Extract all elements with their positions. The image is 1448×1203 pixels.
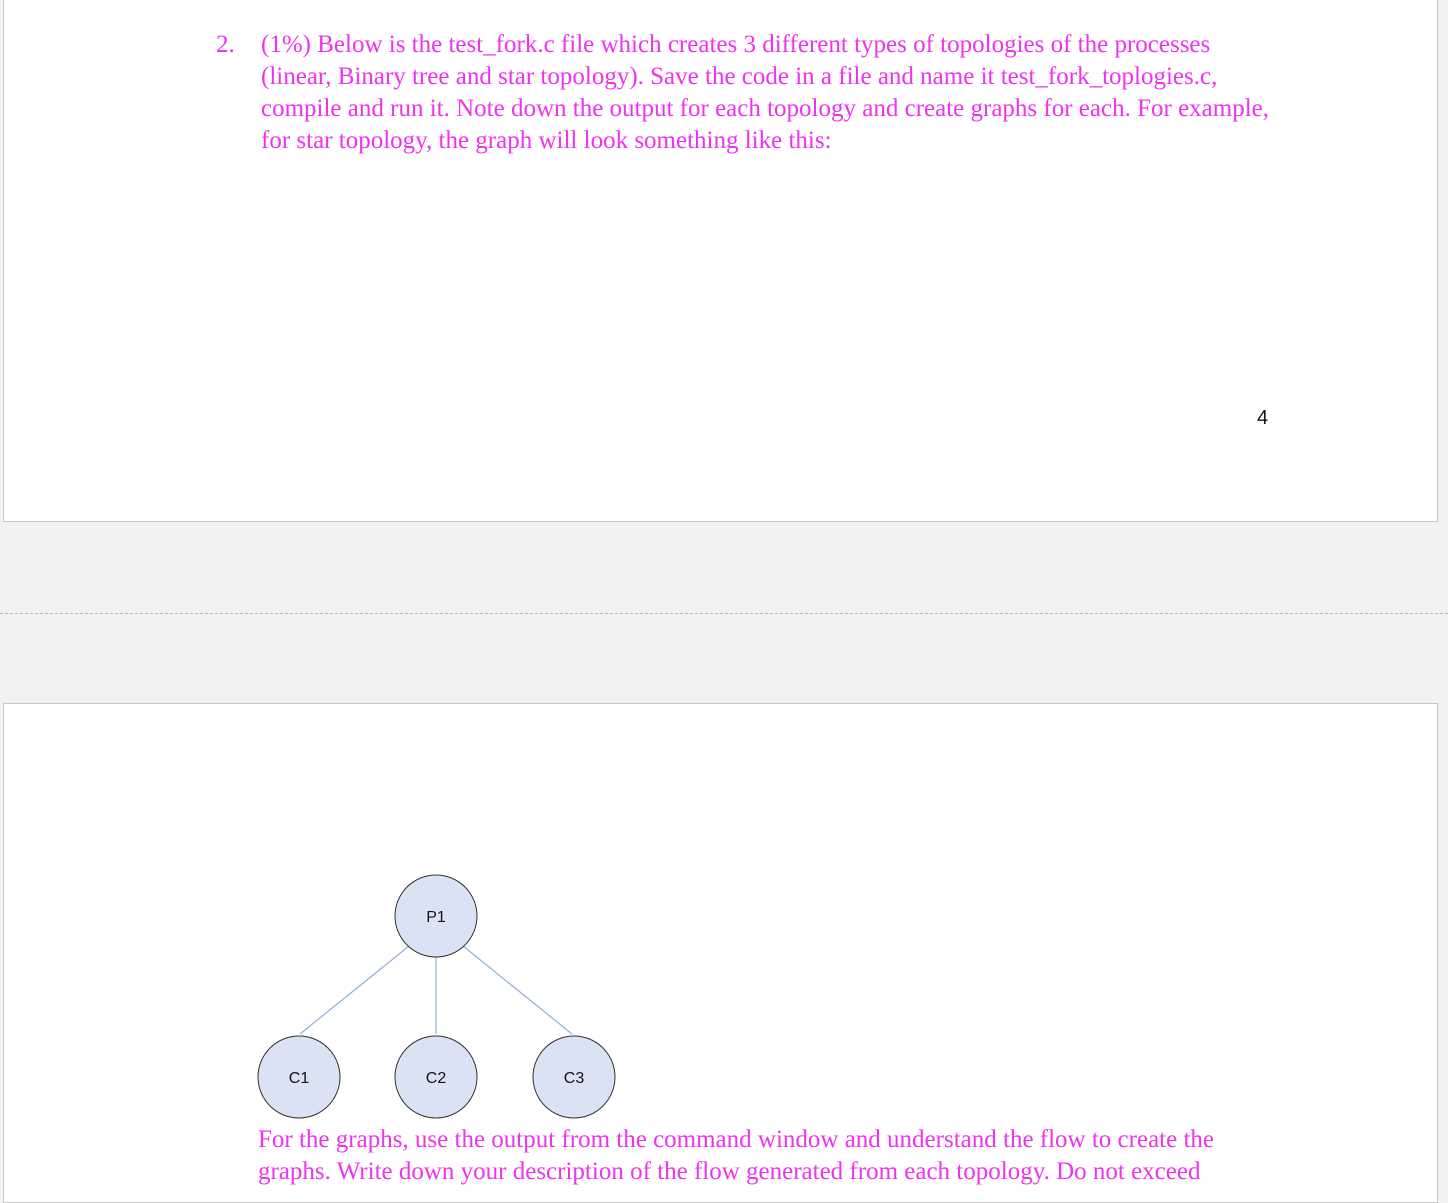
document-page-bottom (3, 703, 1438, 1203)
question-text: (1%) Below is the test_fork.c file which creates 3 different types of topologies of the processes (linear, Binary tree and star topology). Save the code in a file and name it test_fork_toplogies.c, compile and run it. Note down the output for each topology and create graphs for each. For example, for star topology, the graph will look something like this: (261, 31, 1270, 154)
followup-paragraph: For the graphs, use the output from the command window and understand the flow to create the graphs. Write down your description of the flow generated from each topology. Do not exceed (258, 1126, 1215, 1185)
node-parent-label: P1 (426, 909, 446, 926)
page-break-divider (0, 613, 1448, 614)
edge-p1-c3 (463, 946, 572, 1034)
node-child-2-label: C2 (425, 1070, 447, 1087)
node-child-3 (533, 1036, 615, 1118)
node-child-1-label: C1 (288, 1070, 310, 1087)
document-page-top (3, 0, 1438, 522)
node-child-1 (258, 1036, 340, 1118)
page-number: 4 (1257, 407, 1269, 429)
edge-p1-c1 (300, 946, 409, 1034)
question-number: 2. (216, 31, 235, 58)
node-parent (395, 875, 477, 957)
node-child-2 (395, 1036, 477, 1118)
star-topology-diagram (4, 704, 1438, 1124)
node-child-3-label: C3 (563, 1070, 585, 1087)
